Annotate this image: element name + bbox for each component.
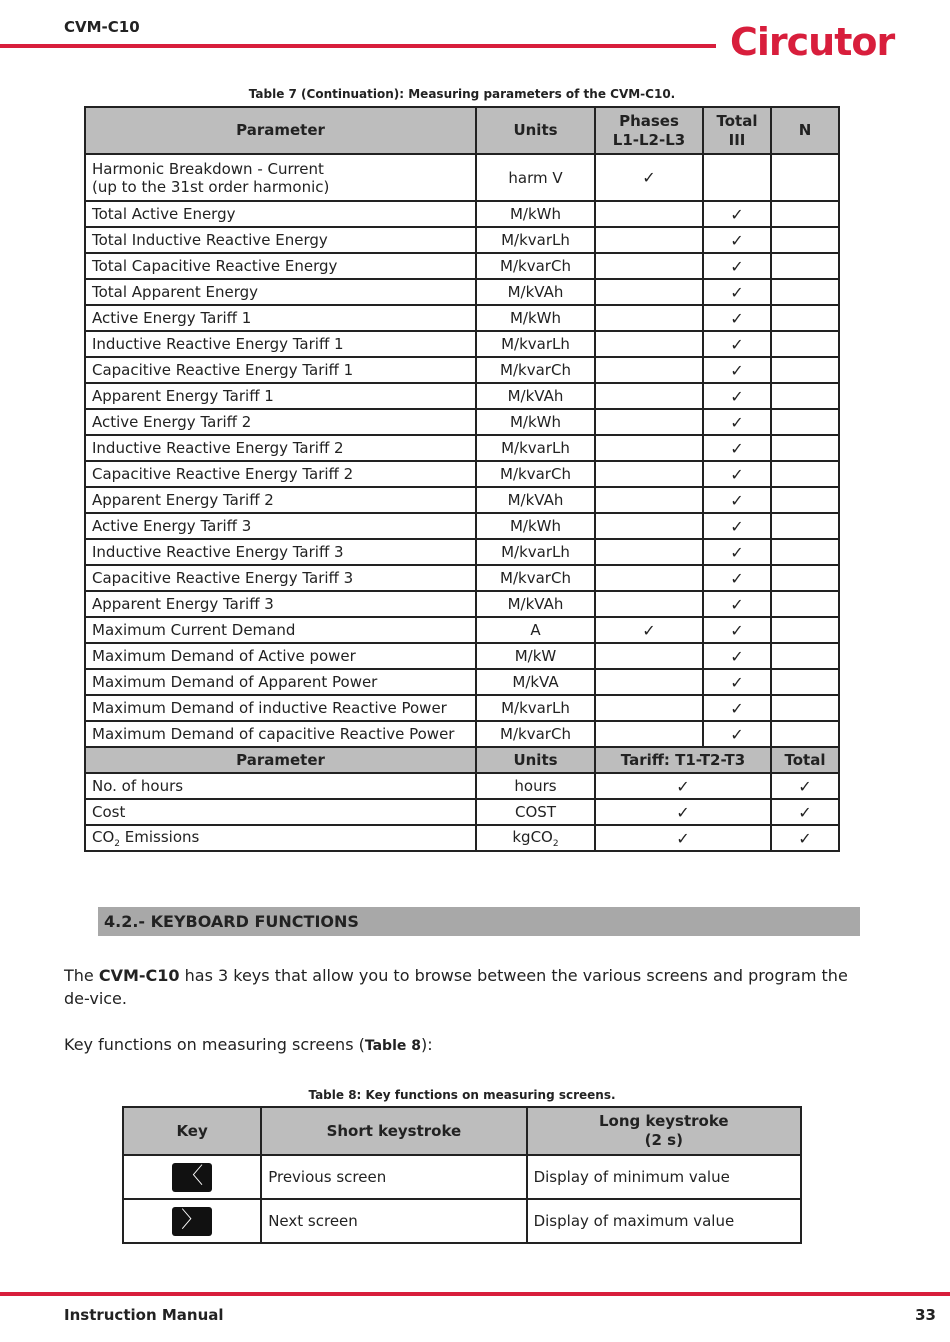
section-heading-bar (98, 907, 860, 936)
table-row (85, 773, 839, 799)
check-mark: ✓ (703, 669, 771, 695)
check-mark: ✓ (703, 591, 771, 617)
empty-cell (771, 487, 839, 513)
empty-cell (771, 721, 839, 747)
empty-cell (771, 513, 839, 539)
check-mark: ✓ (703, 513, 771, 539)
empty-cell (771, 201, 839, 227)
empty-cell (771, 695, 839, 721)
table-row (85, 669, 839, 695)
empty-cell (595, 253, 703, 279)
empty-cell (771, 669, 839, 695)
empty-cell (771, 331, 839, 357)
table-row (85, 695, 839, 721)
header-key: Key (123, 1107, 261, 1155)
empty-cell (595, 357, 703, 383)
row-parameter: Harmonic Breakdown - Current (up to the 31st order harmonic) (85, 154, 476, 201)
row-parameter: Active Energy Tariff 1 (85, 305, 476, 331)
footer-rule (0, 1292, 950, 1296)
empty-cell (771, 305, 839, 331)
long-keystroke-cell: Display of minimum value (527, 1155, 801, 1199)
row-parameter: Capacitive Reactive Energy Tariff 1 (85, 357, 476, 383)
table-row (85, 227, 839, 253)
table-row (85, 383, 839, 409)
row-units: hours (476, 773, 595, 799)
table-row (85, 357, 839, 383)
document-header-title: CVM-C10 (64, 18, 140, 36)
row-parameter: Capacitive Reactive Energy Tariff 3 (85, 565, 476, 591)
row-units: M/kvarLh (476, 695, 595, 721)
row-parameter: Apparent Energy Tariff 1 (85, 383, 476, 409)
row-units: M/kVAh (476, 383, 595, 409)
check-mark: ✓ (595, 617, 703, 643)
chevron-right-icon: 〉 (172, 1207, 212, 1236)
header-n: N (771, 107, 839, 154)
chevron-left-icon: 〈 (172, 1163, 212, 1192)
empty-cell (771, 461, 839, 487)
table-row (85, 565, 839, 591)
row-units: M/kvarLh (476, 331, 595, 357)
header-parameter: Parameter (85, 107, 476, 154)
row-parameter: Maximum Demand of Apparent Power (85, 669, 476, 695)
check-mark: ✓ (703, 279, 771, 305)
row-units: M/kvarCh (476, 461, 595, 487)
row-parameter: Total Capacitive Reactive Energy (85, 253, 476, 279)
table-row (85, 591, 839, 617)
empty-cell (771, 279, 839, 305)
empty-cell (595, 305, 703, 331)
check-mark: ✓ (703, 305, 771, 331)
empty-cell (595, 695, 703, 721)
header-long-keystroke: Long keystroke (2 s) (527, 1107, 801, 1155)
row-parameter: $CO_2$ Emissions (85, 825, 476, 851)
long-keystroke-cell: Display of maximum value (527, 1199, 801, 1243)
row-parameter: Apparent Energy Tariff 3 (85, 591, 476, 617)
check-mark: ✓ (703, 461, 771, 487)
row-units: M/kVAh (476, 591, 595, 617)
row-units: M/kvarCh (476, 253, 595, 279)
table-row (85, 279, 839, 305)
row-parameter: Maximum Demand of capacitive Reactive Power (85, 721, 476, 747)
table-row (85, 617, 839, 643)
row-parameter: Active Energy Tariff 3 (85, 513, 476, 539)
row-units: COST (476, 799, 595, 825)
row-parameter: Apparent Energy Tariff 2 (85, 487, 476, 513)
header2-tariff: Tariff: T1-T2-T3 (595, 747, 771, 773)
check-mark: ✓ (771, 773, 839, 799)
check-mark: ✓ (703, 721, 771, 747)
table8-caption: Table 8: Key functions on measuring screens. (308, 1088, 616, 1102)
table-row (85, 409, 839, 435)
table7-caption: Table 7 (Continuation): Measuring parameters of the CVM-C10. (248, 87, 676, 101)
table-row (85, 643, 839, 669)
table-row (85, 435, 839, 461)
empty-cell (595, 461, 703, 487)
row-units: M/kvarCh (476, 565, 595, 591)
key-functions-paragraph: Key functions on measuring screens (Table 8): (64, 1035, 433, 1054)
empty-cell (595, 721, 703, 747)
empty-cell (595, 591, 703, 617)
row-units: A (476, 617, 595, 643)
intro-paragraph: The CVM-C10 has 3 keys that allow you to browse between the various screens and program the de-vice. (64, 966, 848, 1008)
empty-cell (595, 565, 703, 591)
row-parameter: No. of hours (85, 773, 476, 799)
short-keystroke-cell: Next screen (261, 1199, 526, 1243)
row-parameter: Total Inductive Reactive Energy (85, 227, 476, 253)
empty-cell (771, 643, 839, 669)
row-units: harm V (476, 154, 595, 201)
table-row (85, 331, 839, 357)
table-row (85, 799, 839, 825)
row-units: M/kvarLh (476, 227, 595, 253)
table-row (85, 253, 839, 279)
row-units: M/kVAh (476, 487, 595, 513)
row-units: M/kWh (476, 201, 595, 227)
check-mark: ✓ (595, 799, 771, 825)
check-mark: ✓ (703, 539, 771, 565)
row-units: M/kvarCh (476, 721, 595, 747)
header-short-keystroke: Short keystroke (261, 1107, 526, 1155)
row-units: M/kVAh (476, 279, 595, 305)
header2-total: Total (771, 747, 839, 773)
table-row (85, 825, 839, 851)
row-parameter: Capacitive Reactive Energy Tariff 2 (85, 461, 476, 487)
key-cell (123, 1199, 261, 1243)
empty-cell (595, 201, 703, 227)
row-units: M/kVA (476, 669, 595, 695)
table-row (85, 539, 839, 565)
table-row (85, 513, 839, 539)
row-units: M/kWh (476, 513, 595, 539)
empty-cell (771, 565, 839, 591)
page-number: 33 (915, 1306, 936, 1324)
empty-cell (595, 513, 703, 539)
check-mark: ✓ (703, 435, 771, 461)
empty-cell (771, 617, 839, 643)
empty-cell (595, 487, 703, 513)
row-parameter: Active Energy Tariff 2 (85, 409, 476, 435)
header-rule (0, 44, 716, 48)
table-row (85, 487, 839, 513)
row-units: M/kvarLh (476, 435, 595, 461)
header-units: Units (476, 107, 595, 154)
empty-cell (771, 435, 839, 461)
table-row (123, 1155, 801, 1199)
table-row (85, 154, 839, 201)
check-mark: ✓ (703, 383, 771, 409)
row-units: M/kvarLh (476, 539, 595, 565)
check-mark: ✓ (595, 825, 771, 851)
row-units: M/kW (476, 643, 595, 669)
row-parameter: Inductive Reactive Energy Tariff 1 (85, 331, 476, 357)
short-keystroke-cell: Previous screen (261, 1155, 526, 1199)
empty-cell (595, 331, 703, 357)
check-mark: ✓ (703, 565, 771, 591)
empty-cell (595, 539, 703, 565)
table-row (85, 721, 839, 747)
row-units: M/kvarCh (476, 357, 595, 383)
row-parameter: Maximum Demand of Active power (85, 643, 476, 669)
check-mark: ✓ (703, 695, 771, 721)
row-units: kgCO$_2$ (476, 825, 595, 851)
empty-cell (595, 409, 703, 435)
empty-cell (771, 383, 839, 409)
row-parameter: Maximum Current Demand (85, 617, 476, 643)
empty-cell (771, 591, 839, 617)
empty-cell (595, 435, 703, 461)
header-phases: Phases L1-L2-L3 (595, 107, 703, 154)
check-mark: ✓ (703, 487, 771, 513)
circutor-logo: Circutor (730, 20, 895, 64)
empty-cell (771, 539, 839, 565)
empty-cell (595, 227, 703, 253)
table7 (84, 106, 840, 852)
row-parameter: Maximum Demand of inductive Reactive Power (85, 695, 476, 721)
table-row (123, 1199, 801, 1243)
row-parameter: Total Active Energy (85, 201, 476, 227)
section-heading: 4.2.- KEYBOARD FUNCTIONS (104, 912, 359, 931)
check-mark: ✓ (595, 773, 771, 799)
table-row (85, 461, 839, 487)
empty-cell (595, 279, 703, 305)
empty-cell (595, 643, 703, 669)
header2-units: Units (476, 747, 595, 773)
row-parameter: Cost (85, 799, 476, 825)
empty-cell (771, 253, 839, 279)
row-parameter: Inductive Reactive Energy Tariff 2 (85, 435, 476, 461)
row-parameter: Inductive Reactive Energy Tariff 3 (85, 539, 476, 565)
table8 (122, 1106, 802, 1244)
row-units: M/kWh (476, 409, 595, 435)
empty-cell (771, 409, 839, 435)
check-mark: ✓ (703, 409, 771, 435)
check-mark: ✓ (703, 617, 771, 643)
check-mark: ✓ (703, 201, 771, 227)
check-mark: ✓ (703, 643, 771, 669)
header2-parameter: Parameter (85, 747, 476, 773)
key-cell (123, 1155, 261, 1199)
header-total: Total III (703, 107, 771, 154)
table-row (85, 201, 839, 227)
row-parameter: Total Apparent Energy (85, 279, 476, 305)
empty-cell (595, 669, 703, 695)
check-mark: ✓ (771, 799, 839, 825)
empty-cell (771, 357, 839, 383)
check-mark: ✓ (703, 357, 771, 383)
empty-cell (703, 154, 771, 201)
table-row (85, 305, 839, 331)
empty-cell (595, 383, 703, 409)
footer-title: Instruction Manual (64, 1306, 224, 1324)
row-units: M/kWh (476, 305, 595, 331)
check-mark: ✓ (771, 825, 839, 851)
empty-cell (771, 227, 839, 253)
check-mark: ✓ (595, 154, 703, 201)
check-mark: ✓ (703, 253, 771, 279)
empty-cell (771, 154, 839, 201)
check-mark: ✓ (703, 227, 771, 253)
check-mark: ✓ (703, 331, 771, 357)
